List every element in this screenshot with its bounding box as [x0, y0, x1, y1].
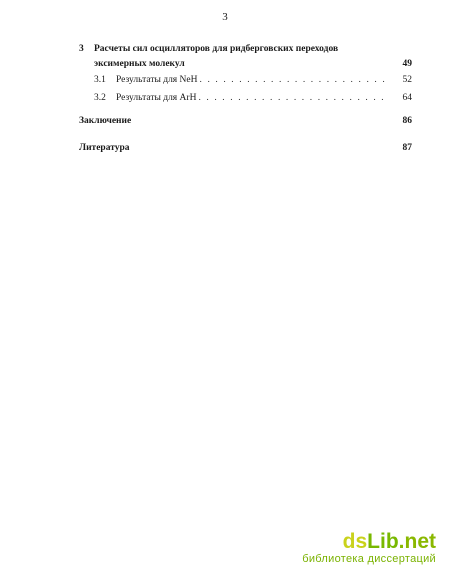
toc-chapter-3: [79, 44, 412, 69]
toc-section-3-1: [94, 75, 412, 85]
section-label: Результаты для NeH: [116, 75, 198, 85]
section-label: Результаты для ArH: [116, 93, 197, 103]
chapter-title-line2: эксимерных молекул: [94, 59, 185, 69]
toc-entry-references: [79, 143, 412, 153]
chapter-title-line1: Расчеты сил осцилляторов для ридберговских переходов: [94, 44, 339, 54]
toc-entry-conclusion: [79, 116, 412, 126]
section-number: 3.1: [94, 75, 106, 85]
entry-page: 86: [402, 116, 412, 126]
toc-section-3-2: [94, 93, 412, 103]
section-page: 52: [402, 75, 412, 85]
watermark: [302, 531, 436, 565]
section-number: 3.2: [94, 93, 106, 103]
entry-page: 87: [402, 143, 412, 153]
dot-leader: [198, 93, 388, 103]
entry-label: Литература: [79, 143, 130, 153]
watermark-logo: dsLib.net: [342, 530, 436, 553]
dot-leader: [200, 75, 389, 85]
page-number: 3: [222, 11, 228, 23]
chapter-page: 49: [402, 59, 412, 69]
entry-label: Заключение: [79, 116, 132, 126]
watermark-tagline: библиотека диссертаций: [302, 553, 436, 565]
chapter-number: 3: [79, 44, 84, 54]
section-page: 64: [402, 93, 412, 103]
